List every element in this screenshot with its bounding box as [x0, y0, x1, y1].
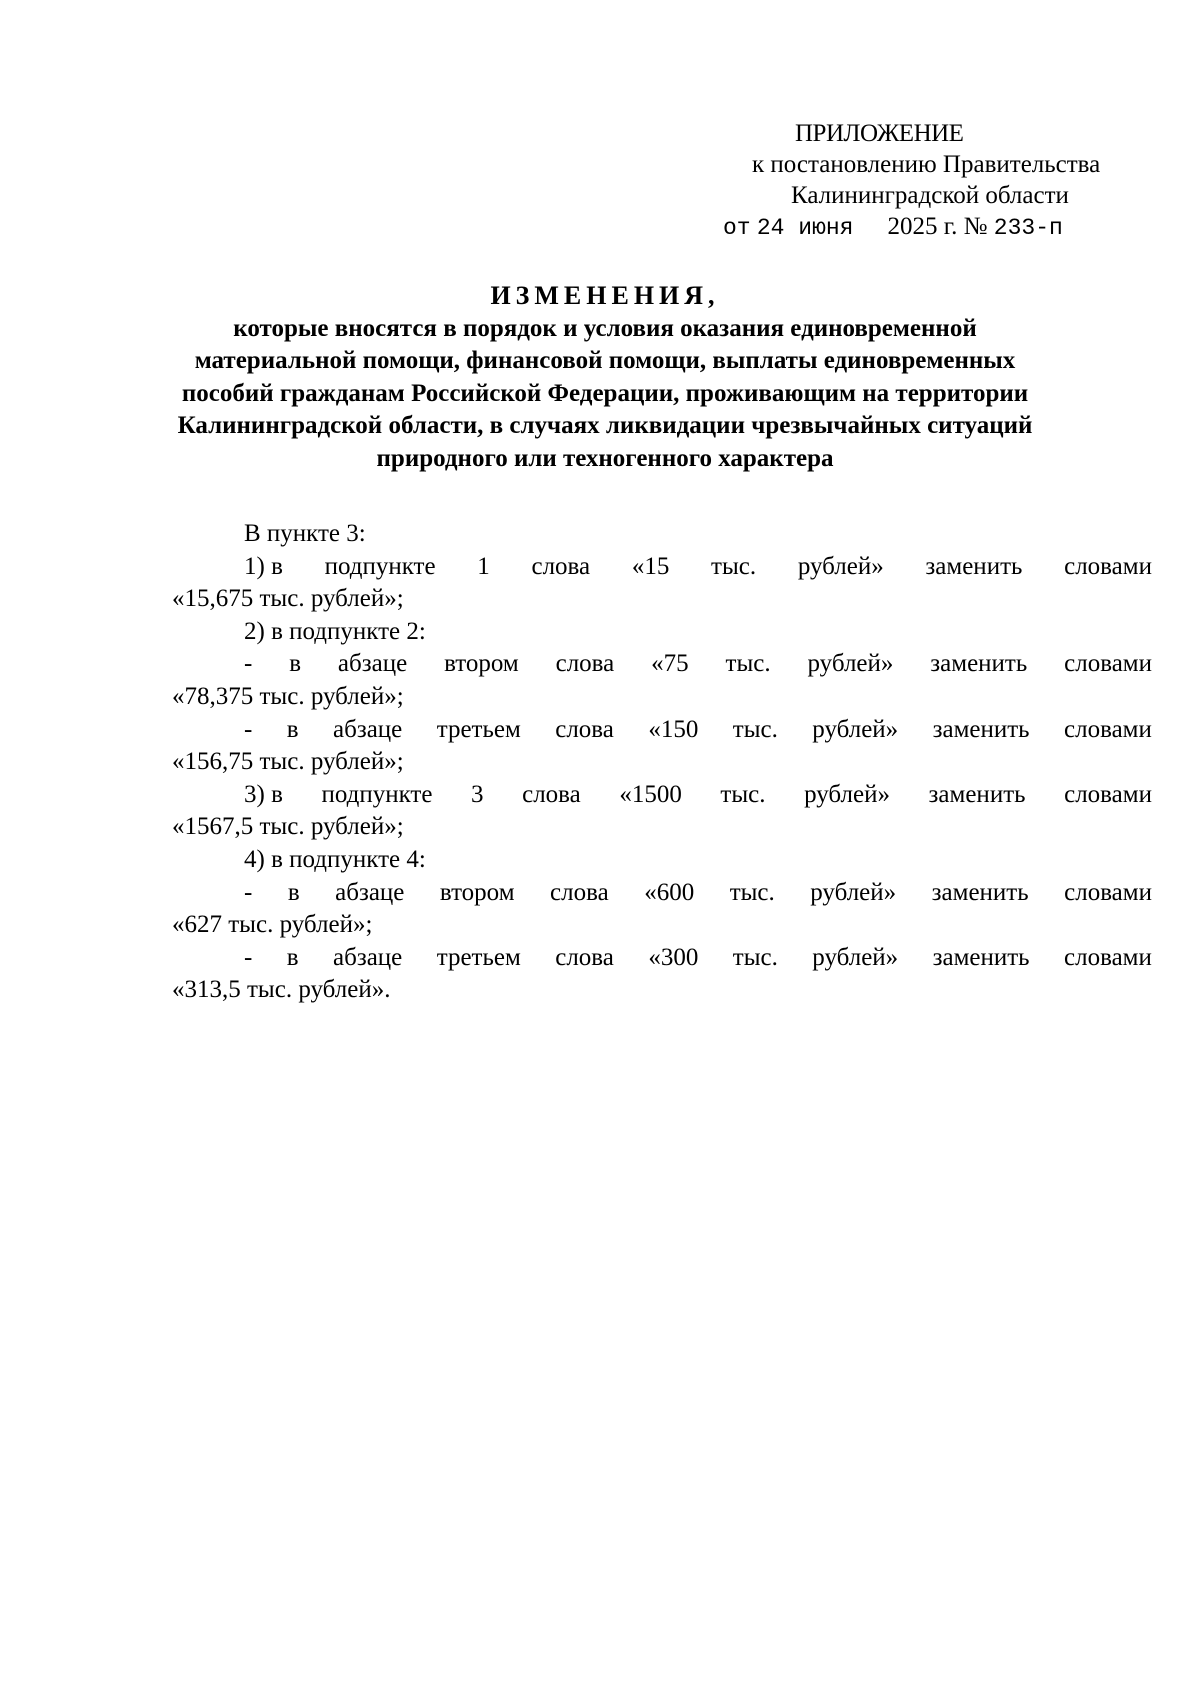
heading-line: материальной помощи, финансовой помощи, выплаты единовременных — [194, 347, 1016, 374]
heading-line: пособий гражданам Российской Федерации, проживающим на территории — [181, 379, 1029, 407]
heading-title: ИЗМЕНЕНИЯ, — [490, 281, 720, 310]
item-2-heading: 2) в подпункте 2: — [244, 617, 426, 645]
appendix-line-1: к постановлению Правительства — [752, 151, 1101, 178]
heading-line: Калининградской области, в случаях ликвидации чрезвычайных ситуаций — [177, 412, 1033, 439]
item-3-line: 3) в подпункте 3 слова «1500 тыс. рублей» заменить словами — [244, 780, 1152, 808]
item-3-continuation: «1567,5 тыс. рублей»; — [172, 813, 404, 841]
date-year: 2025 г. № — [887, 213, 988, 240]
document-body — [172, 518, 1152, 1007]
date-day-month: 24 июня — [756, 215, 854, 241]
item-4-heading: 4) в подпункте 4: — [244, 845, 426, 873]
item-2a-continuation: «78,375 тыс. рублей»; — [172, 682, 404, 710]
item-4b-line: - в абзаце третьем слова «300 тыс. рублей» заменить словами — [244, 943, 1152, 971]
item-4b-continuation: «313,5 тыс. рублей». — [172, 976, 391, 1004]
appendix-title: ПРИЛОЖЕНИЕ — [795, 120, 964, 147]
item-1-continuation: «15,675 тыс. рублей»; — [172, 585, 404, 613]
item-2b-line: - в абзаце третьем слова «150 тыс. рублей» заменить словами — [244, 715, 1152, 743]
heading-line: которые вносятся в порядок и условия оказания единовременной — [233, 314, 977, 342]
document-number: 233-п — [993, 215, 1063, 241]
appendix-date-line — [680, 211, 1160, 244]
date-prefix: от — [723, 215, 751, 241]
item-4a-continuation: «627 тыс. рублей»; — [172, 911, 373, 939]
item-2a-line: - в абзаце втором слова «75 тыс. рублей» заменить словами — [244, 650, 1152, 678]
intro-paragraph: В пункте 3: — [244, 520, 366, 547]
heading-line: природного или техногенного характера — [376, 444, 834, 472]
item-4a-line: - в абзаце втором слова «600 тыс. рублей» заменить словами — [244, 878, 1152, 906]
appendix-block — [680, 118, 1160, 244]
item-2b-continuation: «156,75 тыс. рублей»; — [172, 748, 404, 776]
appendix-line-2: Калининградской области — [791, 182, 1069, 209]
document-heading — [160, 280, 1050, 475]
item-1-line: 1) в подпункте 1 слова «15 тыс. рублей» заменить словами — [244, 552, 1152, 580]
